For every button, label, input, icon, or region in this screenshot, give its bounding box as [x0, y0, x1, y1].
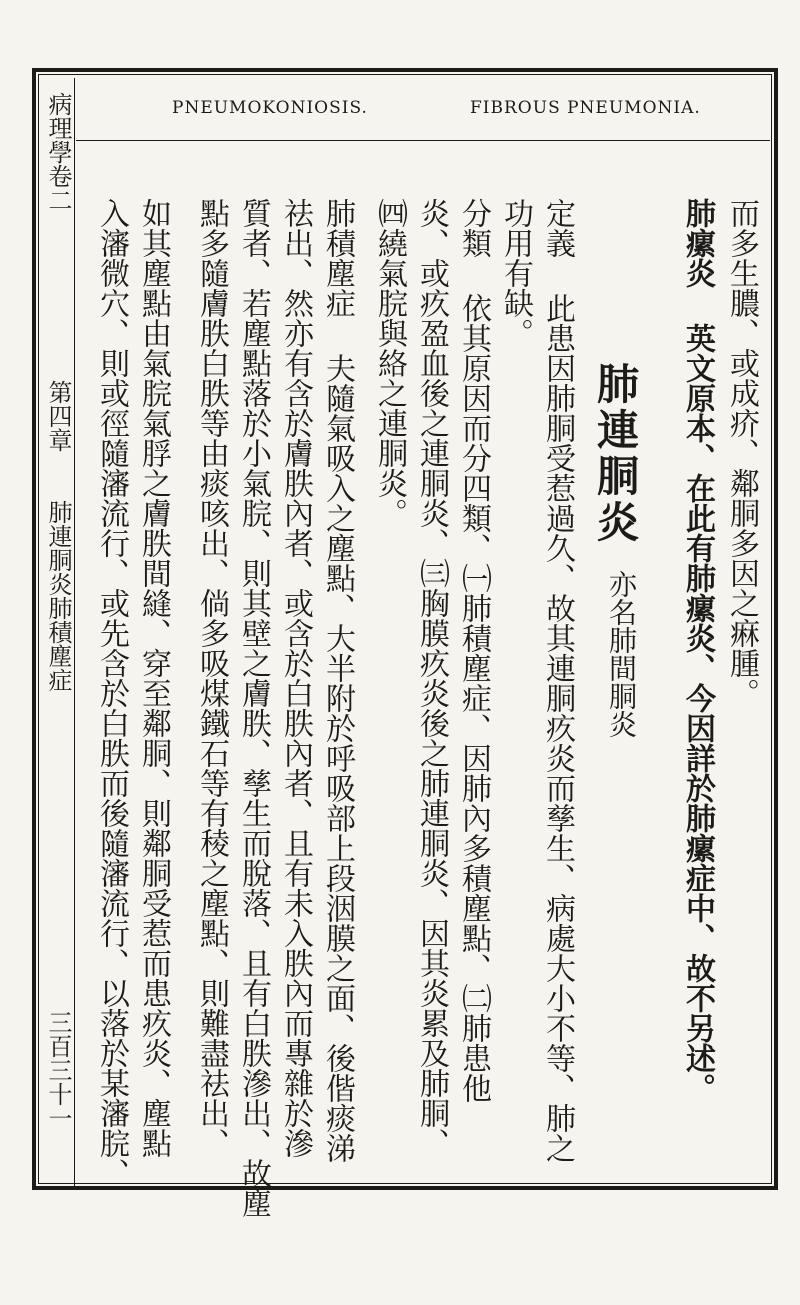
text-column-7: ㈣繞氣脘與絡之連胴炎。 [372, 198, 407, 528]
header-left-english: PNEUMOKONIOSIS. [172, 98, 368, 118]
text-column-5: 分類 依其原因而分四類、㈠肺積塵症、因肺內多積塵點、㈡肺患他 [456, 198, 491, 1103]
text-column-11: 點多隨膚胅白胅等由痰咳出、倘多吸煤鐵石等有稜之塵點、則難盡祛出、 [194, 198, 229, 1158]
header-rule [76, 140, 770, 141]
margin-book-title: 病理學卷二 [44, 92, 72, 212]
text-column-2: 肺瘰炎 英文原本、在此有肺瘰炎、今因詳於肺瘰症中、故不另述。 [680, 198, 715, 1103]
text-column-6: 炎、或疚盈血後之連胴炎、㈢胸膜疚炎後之肺連胴炎、因其炎累及肺胴、 [414, 198, 449, 1158]
text-column-1: 而多生膿、或成疥、鄰胴多因之痳腫。 [724, 198, 759, 708]
margin-page-number: 三百三十一 [44, 1010, 72, 1130]
text-column-3: 定義 此患因肺胴受惹過久、故其連胴疚炎而孳生、病處大小不等、肺之 [540, 198, 575, 1163]
section-title-alias: 亦名肺間胴炎 [605, 570, 638, 738]
text-column-4: 功用有缺。 [498, 198, 533, 348]
text-column-9: 祛出、然亦有含於膚胅內者、或含於白胅內者、且有未入胅內而專雜於滲 [278, 198, 313, 1158]
section-title: 肺連胴炎 [591, 362, 640, 546]
header-right-english: FIBROUS PNEUMONIA. [470, 98, 701, 118]
text-column-13: 入瀋微穴、則或徑隨瀋流行、或先含於白胅而後隨瀋流行、以落於某瀋脘、 [94, 198, 129, 1188]
text-column-12: 如其塵點由氣脘氣脬之膚胅間縫、穿至鄰胴、則鄰胴受惹而患疚炎、塵點 [136, 198, 171, 1158]
text-column-8: 肺積塵症 夫隨氣吸入之塵點、大半附於呼吸部上段洇膜之面、後偕痰涕 [320, 198, 355, 1163]
text-column-10: 質者、若塵點落於小氣脘、則其壁之膚胅、孳生而脫落、且有白胅滲出、故塵 [236, 198, 271, 1218]
margin-section: 肺連胴炎肺積塵症 [44, 500, 72, 692]
margin-chapter: 第四章 [44, 380, 72, 452]
